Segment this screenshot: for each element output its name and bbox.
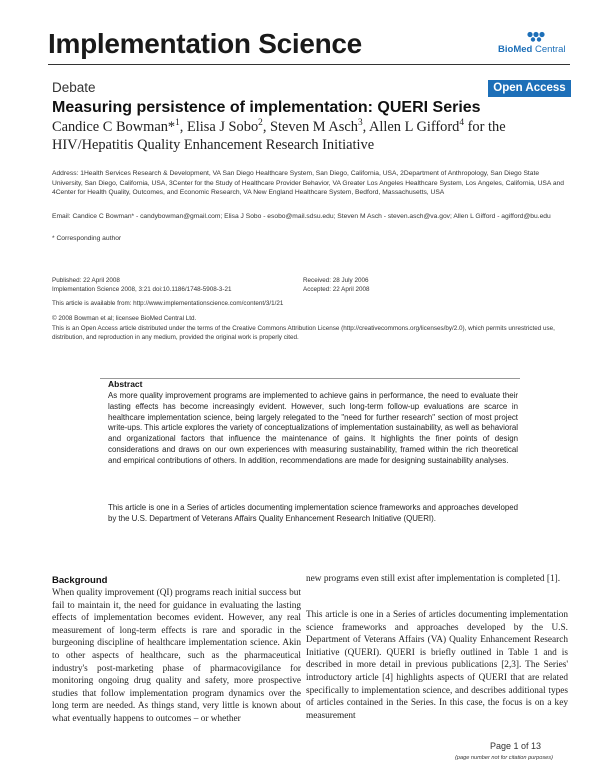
author-emails: Email: Candice C Bowman* - candybowman@gmail.com; Elisa J Sobo - esobo@mail.sdsu.edu; Steven M Asch - steven.asch@va.gov; Allen L Gifford - agifford@bu.edu bbox=[52, 213, 551, 220]
license-notice: This is an Open Access article distributed under the terms of the Creative Commons Attribution License (http://creativecommons.org/licenses/by/2.0), which permits unrestricted use, distribution, and reproduction in any medium, provided the original work is properly cited. bbox=[52, 325, 555, 342]
article-type: Debate bbox=[52, 80, 96, 95]
abstract-divider bbox=[100, 378, 520, 379]
article-title: Measuring persistence of implementation: QUERI Series bbox=[52, 99, 481, 116]
author-addresses: Address: 1Health Services Research & Development, VA San Diego Healthcare System, San Diego, California, USA, 2Department of Anthropology, San Diego State University, San Diego, California, USA, 3Center for the Study of Healthcare Provider Behavior, VA Greater Los Angeles Healthcare System, Los Angeles, California, USA and 4Center for Health Quality, Outcomes, and Economic Research, VA New England Healthcare System, Bedford, Massachusetts, USA bbox=[52, 170, 564, 197]
page-number-note: (page number not for citation purposes) bbox=[455, 755, 553, 761]
background-column-1: When quality improvement (QI) programs reach initial success but fail to maintain it, the need for guidance in evaluating the lasting effects of implementation becomes evident. However, any real measurement of long-term effects is rare and sporadic in the burgeoning discipline of healthcare implementation science. Akin to other aspects of healthcare, such as the pharmaceutical industry's post-marketing phase of pharmacovigilance for monitoring ongoing drug quality and safety, more prospective studies that follow implementation program dynamics over the long term are needed. As things stand, very little is known about what eventually happens to outcomes – or whether bbox=[52, 588, 301, 724]
open-access-badge: Open Access bbox=[488, 80, 571, 97]
journal-title: Implementation Science bbox=[48, 28, 362, 59]
accepted-date: Accepted: 22 April 2008 bbox=[303, 286, 370, 293]
author-line-1: Candice C Bowman*$^1$, Elisa J Sobo$^2$, Steven M Asch$^3$, Allen L Gifford$^4$ for the bbox=[52, 118, 506, 135]
background-heading: Background bbox=[52, 575, 108, 586]
background-column-2-paragraph: This article is one in a Series of articles documenting implementation science frameworks and approaches developed by the U.S. Department of Veterans Affairs (VA) Quality Enhancement Research Initiative (QUERI). QUERI is briefly outlined in Table 1 and is described in more detail in previous publications [2,3]. The Series' introductory article [4] highlights aspects of QUERI that are related specifically to implementation science, and describes additional types of articles contained in the Series. In this case, the focus is on a key measurement bbox=[306, 610, 568, 721]
header-divider bbox=[48, 64, 570, 65]
background-column-2-top: new programs even still exist after implementation is completed [1]. bbox=[306, 574, 561, 584]
citation-doi: Implementation Science 2008, 3:21 doi:10.1186/1748-5908-3-21 bbox=[52, 286, 232, 293]
abstract-paragraph-2: This article is one in a Series of articles documenting implementation science frameworks and approaches developed by the U.S. Department of Veterans Affairs Quality Enhancement Research Initiative (QUERI). bbox=[108, 503, 518, 523]
author-line-2: HIV/Hepatitis Quality Enhancement Research Initiative bbox=[52, 137, 375, 153]
svg-text:BioMed Central: BioMed Central bbox=[498, 44, 566, 55]
article-url[interactable]: This article is available from: http://www.implementationscience.com/content/3/1/21 bbox=[52, 300, 284, 307]
biomed-central-logo-icon bbox=[497, 30, 567, 56]
biomed-central-logo bbox=[497, 30, 567, 56]
published-date: Published: 22 April 2008 bbox=[52, 277, 120, 284]
copyright-notice: © 2008 Bowman et al; licensee BioMed Central Ltd. bbox=[52, 315, 197, 322]
corresponding-author-note: * Corresponding author bbox=[52, 235, 122, 242]
received-date: Received: 28 July 2006 bbox=[303, 277, 369, 284]
abstract-heading: Abstract bbox=[108, 379, 143, 389]
page-number: Page 1 of 13 bbox=[490, 741, 542, 751]
abstract-paragraph-1: As more quality improvement programs are implemented to achieve gains in performance, the need to evaluate their lasting effects has become increasingly evident. However, such long-term follow-up evaluations are scarce in healthcare implementation science, being largely relegated to the "need for further research" section of most project write-ups. This article explores the variety of conceptualizations of implementation sustainability, as well as behavioral and organizational factors that influence the maintenance of gains. It highlights the finer points of design considerations and draws on our own experiences with measuring sustainability, framed within the rich theoretical and empirical contributions of others. In addition, recommendations are made for designing sustainability analyses. bbox=[108, 391, 518, 465]
author-list bbox=[52, 118, 562, 154]
